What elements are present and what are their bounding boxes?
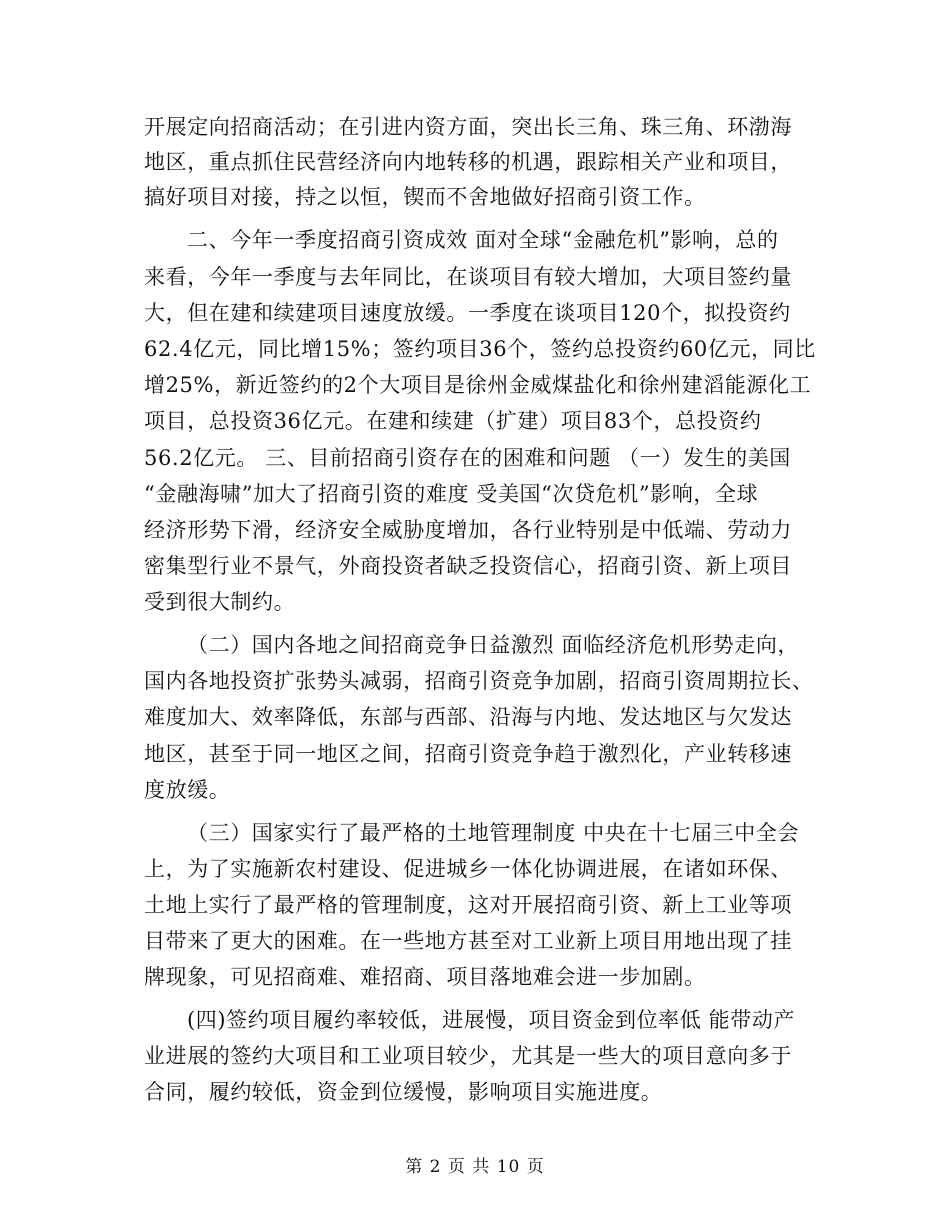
text-line: 受到很大制约。 [144, 590, 296, 614]
text-line: 合同，履约较低，资金到位缓慢，影响项目实施进度。 [144, 1080, 663, 1104]
text-line: 经济形势下滑，经济安全威胁度增加，各行业特别是中低端、劳动力 [144, 518, 792, 542]
text-line: 项目，总投资36亿元。在建和续建（扩建）项目83个，总投资约 [144, 409, 762, 433]
text-line: 搞好项目对接，持之以恒，锲而不舍地做好招商引资工作。 [144, 185, 706, 209]
text-line: 度放缓。 [144, 778, 231, 802]
text-line: 开展定向招商活动；在引进内资方面，突出长三角、珠三角、环渤海 [144, 115, 792, 139]
text-line: 增25%，新近签约的2个大项目是徐州金威煤盐化和徐州建滔能源化工 [144, 373, 812, 397]
text-line: 牌现象，可见招商难、难招商、项目落地难会进一步加剧。 [144, 965, 706, 989]
text-line: （三）国家实行了最严格的土地管理制度 中央在十七届三中全会 [187, 821, 800, 845]
text-line: 土地上实行了最严格的管理制度，这对开展招商引资、新上工业等项 [144, 893, 792, 917]
text-line: 难度加大、效率降低，东部与西部、沿海与内地、发达地区与欠发达 [144, 705, 792, 729]
page-number: 第 2 页 共 10 页 [405, 1157, 545, 1177]
text-line: 62.4亿元，同比增15%；签约项目36个，签约总投资约60亿元，同比 [144, 337, 816, 361]
text-line: 来看，今年一季度与去年同比，在谈项目有较大增加，大项目签约量 [144, 265, 792, 289]
text-line: 业进展的签约大项目和工业项目较少，尤其是一些大的项目意向多于 [144, 1044, 792, 1068]
text-line: 密集型行业不景气，外商投资者缺乏投资信心，招商引资、新上项目 [144, 554, 792, 578]
text-line: 地区，重点抓住民营经济向内地转移的机遇，跟踪相关产业和项目， [144, 150, 792, 174]
text-line: 56.2亿元。 三、目前招商引资存在的困难和问题 （一）发生的美国 [144, 446, 791, 470]
text-line: 二、今年一季度招商引资成效 面对全球“金融危机”影响，总的 [187, 228, 779, 252]
text-line: 地区，甚至于同一地区之间，招商引资竞争趋于激烈化，产业转移速 [144, 742, 792, 766]
text-line: （二）国内各地之间招商竞争日益激烈 面临经济危机形势走向， [187, 633, 800, 657]
text-line: 大，但在建和续建项目速度放缓。一季度在谈项目120个，拟投资约 [144, 301, 791, 325]
text-line: 上，为了实施新农村建设、促进城乡一体化协调进展，在诸如环保、 [144, 857, 792, 881]
text-line: 目带来了更大的困难。在一些地方甚至对工业新上项目用地出现了挂 [144, 929, 792, 953]
text-line: (四)签约项目履约率较低，进展慢，项目资金到位率低 能带动产 [187, 1008, 796, 1032]
text-line: “金融海啸”加大了招商引资的难度 受美国“次贷危机”影响，全球 [144, 482, 759, 506]
text-line: 国内各地投资扩张势头减弱，招商引资竞争加剧，招商引资周期拉长、 [144, 669, 814, 693]
